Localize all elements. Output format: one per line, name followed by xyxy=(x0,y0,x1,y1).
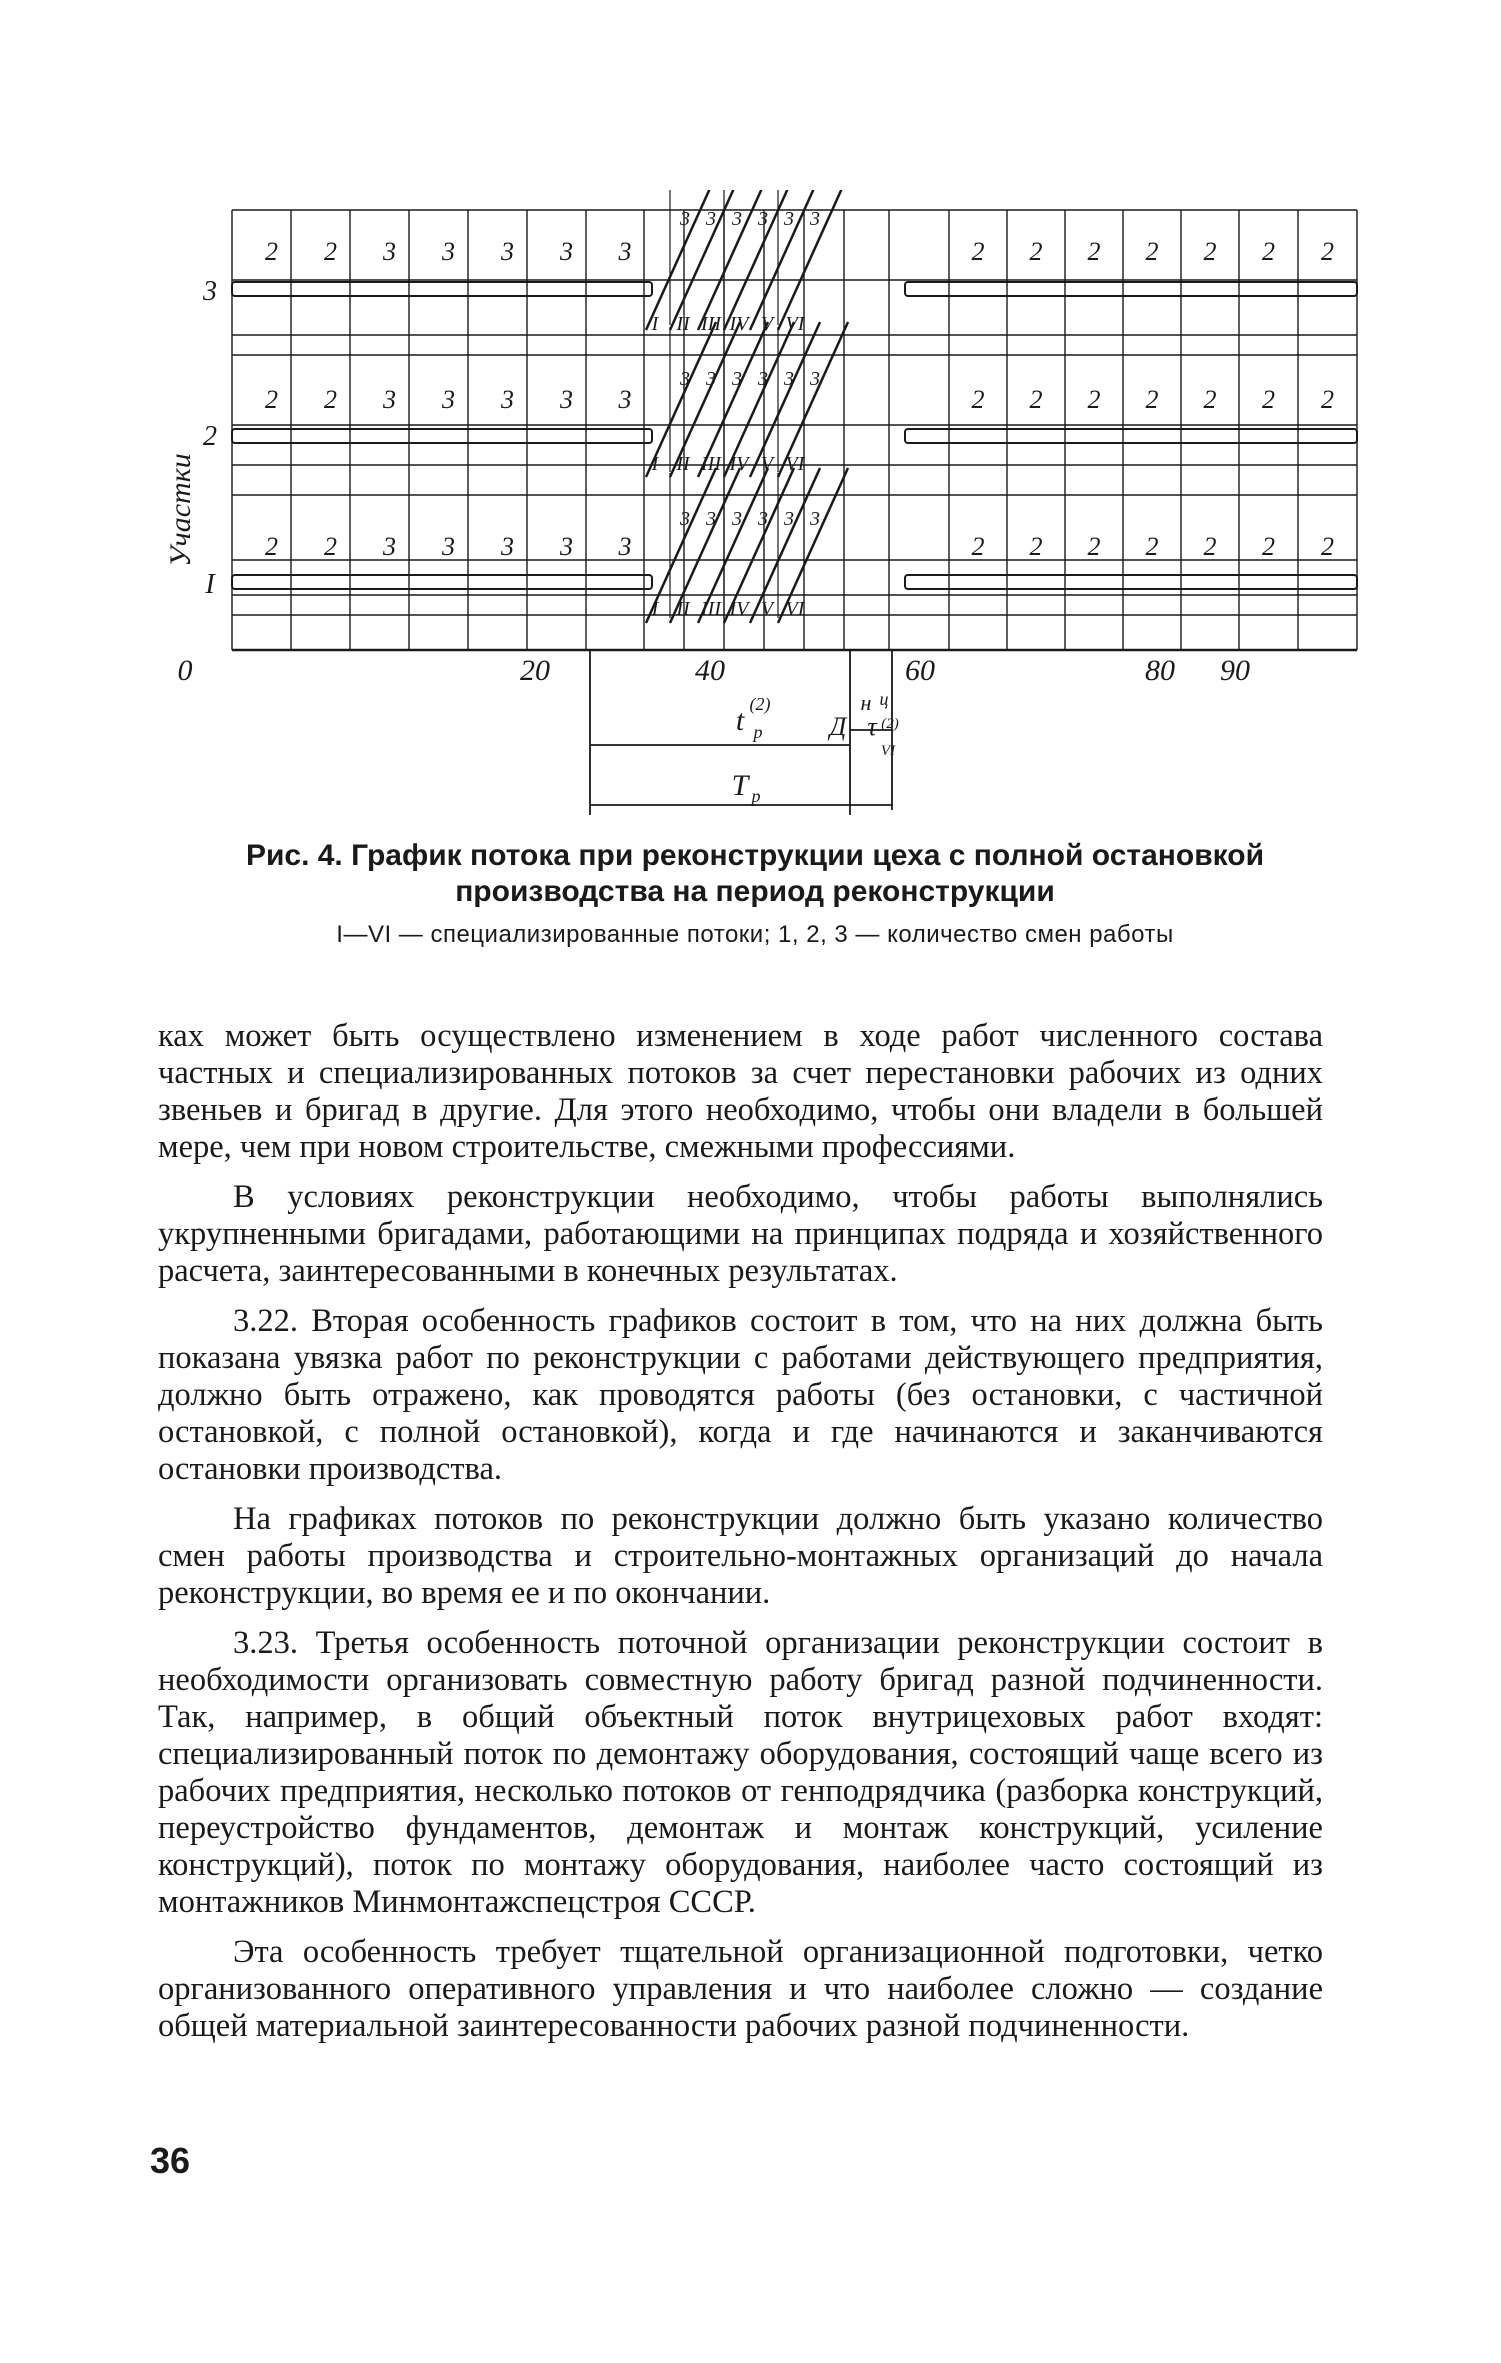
x-tick-label: 90 xyxy=(1220,654,1250,687)
shift-count-label: 2 xyxy=(1029,532,1043,561)
figure-legend: I—VI — специализированные потоки; 1, 2, 3 — количество смен работы xyxy=(336,921,1174,948)
shift-count-label: 2 xyxy=(1321,237,1334,266)
shift-count-label: 3 xyxy=(560,237,573,266)
shift-count-label: 3 xyxy=(784,508,794,530)
shift-count-label: 2 xyxy=(971,237,985,266)
tr-partial-superscript: (2) xyxy=(749,694,771,714)
shift-count-label: 2 xyxy=(1087,385,1101,414)
shift-count-label: 3 xyxy=(501,532,514,561)
delta-label: Д xyxy=(829,712,847,741)
tr-partial-label: t xyxy=(735,704,745,737)
shift-count-label: 3 xyxy=(784,368,794,390)
shift-count-label: 3 xyxy=(680,508,690,530)
flow-numeral: IV xyxy=(729,453,749,475)
work-bar xyxy=(905,575,1357,589)
shift-count-label: 2 xyxy=(1262,237,1275,266)
shift-count-label: 2 xyxy=(265,237,278,266)
flow-numeral: V xyxy=(760,598,774,620)
tr-partial-subscript: р xyxy=(753,722,763,742)
figure-caption-title xyxy=(175,838,1335,910)
shift-count-label: 3 xyxy=(618,385,632,414)
shift-count-label: 2 xyxy=(1145,532,1159,561)
flow-numeral: III xyxy=(701,313,721,335)
x-tick-label: 0 xyxy=(177,654,193,687)
x-tick-label: 60 xyxy=(905,654,935,687)
shift-count-label: 2 xyxy=(1321,532,1334,561)
flow-numeral: II xyxy=(676,453,690,475)
body-text xyxy=(158,1018,1323,2058)
shift-count-label: 3 xyxy=(618,532,632,561)
shift-count-label: 2 xyxy=(324,237,337,266)
shift-count-label: 3 xyxy=(732,508,742,530)
shift-count-label: 3 xyxy=(560,532,573,561)
tau-subscript: VI xyxy=(880,743,896,759)
paragraph: 3.23. Третья особенность поточной организации реконструкции состоит в необходимости организовать совместную работу бригад разной подчиненности. Так, например, в общий объектный поток внутрицеховых работ входят: специализированный поток по демонтажу оборудования, состоящий чаще всего из рабочих предприятия, несколько потоков от генподрядчика (разборка конструкций, переустройство фундаментов, демонтаж и монтаж конструкций, усиление конструкций), поток по монтажу оборудования, наиболее часто состоящий из монтажников Минмонтажспецстроя СССР. xyxy=(158,1625,1323,1920)
shift-count-label: 2 xyxy=(324,532,337,561)
x-tick-label: 20 xyxy=(520,654,550,687)
flow-numeral: VI xyxy=(785,598,805,620)
tau-label: τ xyxy=(867,712,877,741)
shift-count-label: 2 xyxy=(1262,385,1275,414)
flow-numeral: VI xyxy=(785,453,805,475)
flow-numeral: I xyxy=(651,453,659,475)
tau-superscript: (2) xyxy=(881,716,899,732)
shift-count-label: 3 xyxy=(706,508,716,530)
paragraph: Эта особенность требует тщательной организационной подготовки, четко организованного оперативного управления и что наиболее сложно — создание общей материальной заинтересованности рабочих разной подчиненности. xyxy=(158,1934,1323,2044)
section-label: 3 xyxy=(203,276,217,307)
shift-count-label: 2 xyxy=(1203,532,1217,561)
work-bar xyxy=(905,282,1357,296)
y-axis-label: Участки xyxy=(164,453,197,567)
shift-count-label: 3 xyxy=(706,208,716,230)
paragraph: В условиях реконструкции необходимо, чтобы работы выполнялись укрупненными бригадами, работающими на принципах подряда и хозяйственного расчета, заинтересованными в конечных результатах. xyxy=(158,1179,1323,1289)
flow-numeral: I xyxy=(651,598,659,620)
flow-schedule-diagram xyxy=(150,190,1380,830)
shift-count-label: 2 xyxy=(1029,237,1043,266)
shift-count-label: 2 xyxy=(1145,237,1159,266)
shift-count-label: 3 xyxy=(383,532,396,561)
shift-count-label: 3 xyxy=(383,237,396,266)
shift-count-label: 2 xyxy=(265,385,278,414)
work-bar xyxy=(905,429,1357,443)
section-label: I xyxy=(205,569,215,600)
tr-total-subscript: р xyxy=(751,786,761,806)
flow-numeral: IV xyxy=(729,598,749,620)
flow-schedule-figure xyxy=(150,190,1380,830)
shift-count-label: 3 xyxy=(758,368,768,390)
shift-count-label: 3 xyxy=(618,237,632,266)
shift-count-label: 3 xyxy=(732,368,742,390)
flow-numeral: VI xyxy=(785,313,805,335)
shift-count-label: 3 xyxy=(810,208,820,230)
shift-count-label: 2 xyxy=(1029,385,1043,414)
work-bar xyxy=(232,429,652,443)
shift-count-label: 3 xyxy=(501,385,514,414)
shift-count-label: 2 xyxy=(1321,385,1334,414)
flow-numeral: II xyxy=(676,313,690,335)
flow-numeral: III xyxy=(701,453,721,475)
shift-count-label: 3 xyxy=(680,368,690,390)
shift-count-label: 2 xyxy=(971,532,985,561)
paragraph: ках может быть осуществлено изменением в ходе работ численного состава частных и специализированных потоков за счет перестановки рабочих из одних звеньев и бригад в другие. Для этого необходимо, чтобы они владели в большей мере, чем при новом строительстве, смежными профессиями. xyxy=(158,1018,1323,1165)
x-tick-label: 80 xyxy=(1145,654,1175,687)
shift-count-label: 3 xyxy=(784,208,794,230)
work-bar xyxy=(232,282,652,296)
flow-numeral: V xyxy=(760,313,774,335)
shift-count-label: 2 xyxy=(971,385,985,414)
shift-count-label: 2 xyxy=(1145,385,1159,414)
figure-caption-line-2: производства на период реконструкции xyxy=(455,875,1055,908)
shift-count-label: 3 xyxy=(758,208,768,230)
shift-count-label: 3 xyxy=(732,208,742,230)
shift-count-label: 2 xyxy=(1262,532,1275,561)
page-number: 36 xyxy=(150,2140,191,2181)
n-label: н xyxy=(860,690,872,715)
shift-count-label: 2 xyxy=(1203,385,1217,414)
shift-count-label: 3 xyxy=(501,237,514,266)
shift-count-label: 2 xyxy=(1087,237,1101,266)
tr-total-label: T xyxy=(731,769,749,802)
shift-count-label: 3 xyxy=(758,508,768,530)
flow-numeral: I xyxy=(651,313,659,335)
u-label: ц xyxy=(879,689,889,709)
flow-numeral: IV xyxy=(729,313,749,335)
figure-caption-line-1: Рис. 4. График потока при реконструкции цеха с полной остановкой xyxy=(245,839,1265,872)
flow-numeral: V xyxy=(760,453,774,475)
flow-numeral: II xyxy=(676,598,690,620)
work-bar xyxy=(232,575,652,589)
shift-count-label: 2 xyxy=(324,385,337,414)
shift-count-label: 3 xyxy=(706,368,716,390)
x-tick-label: 40 xyxy=(695,654,725,687)
shift-count-label: 3 xyxy=(442,237,455,266)
shift-count-label: 3 xyxy=(383,385,396,414)
flow-numeral: III xyxy=(701,598,721,620)
shift-count-label: 2 xyxy=(265,532,278,561)
paragraph: На графиках потоков по реконструкции должно быть указано количество смен работы производства и строительно-монтажных организаций до начала реконструкции, во время ее и по окончании. xyxy=(158,1501,1323,1611)
paragraph: 3.22. Вторая особенность графиков состоит в том, что на них должна быть показана увязка работ по реконструкции с работами действующего предприятия, должно быть отражено, как проводятся работы (без остановки, с частичной остановкой, с полной остановкой), когда и где начинаются и заканчиваются остановки производства. xyxy=(158,1303,1323,1487)
shift-count-label: 3 xyxy=(442,532,455,561)
shift-count-label: 3 xyxy=(560,385,573,414)
shift-count-label: 3 xyxy=(680,208,690,230)
shift-count-label: 3 xyxy=(810,508,820,530)
section-label: 2 xyxy=(203,421,217,452)
shift-count-label: 3 xyxy=(810,368,820,390)
shift-count-label: 2 xyxy=(1203,237,1217,266)
shift-count-label: 3 xyxy=(442,385,455,414)
shift-count-label: 2 xyxy=(1087,532,1101,561)
